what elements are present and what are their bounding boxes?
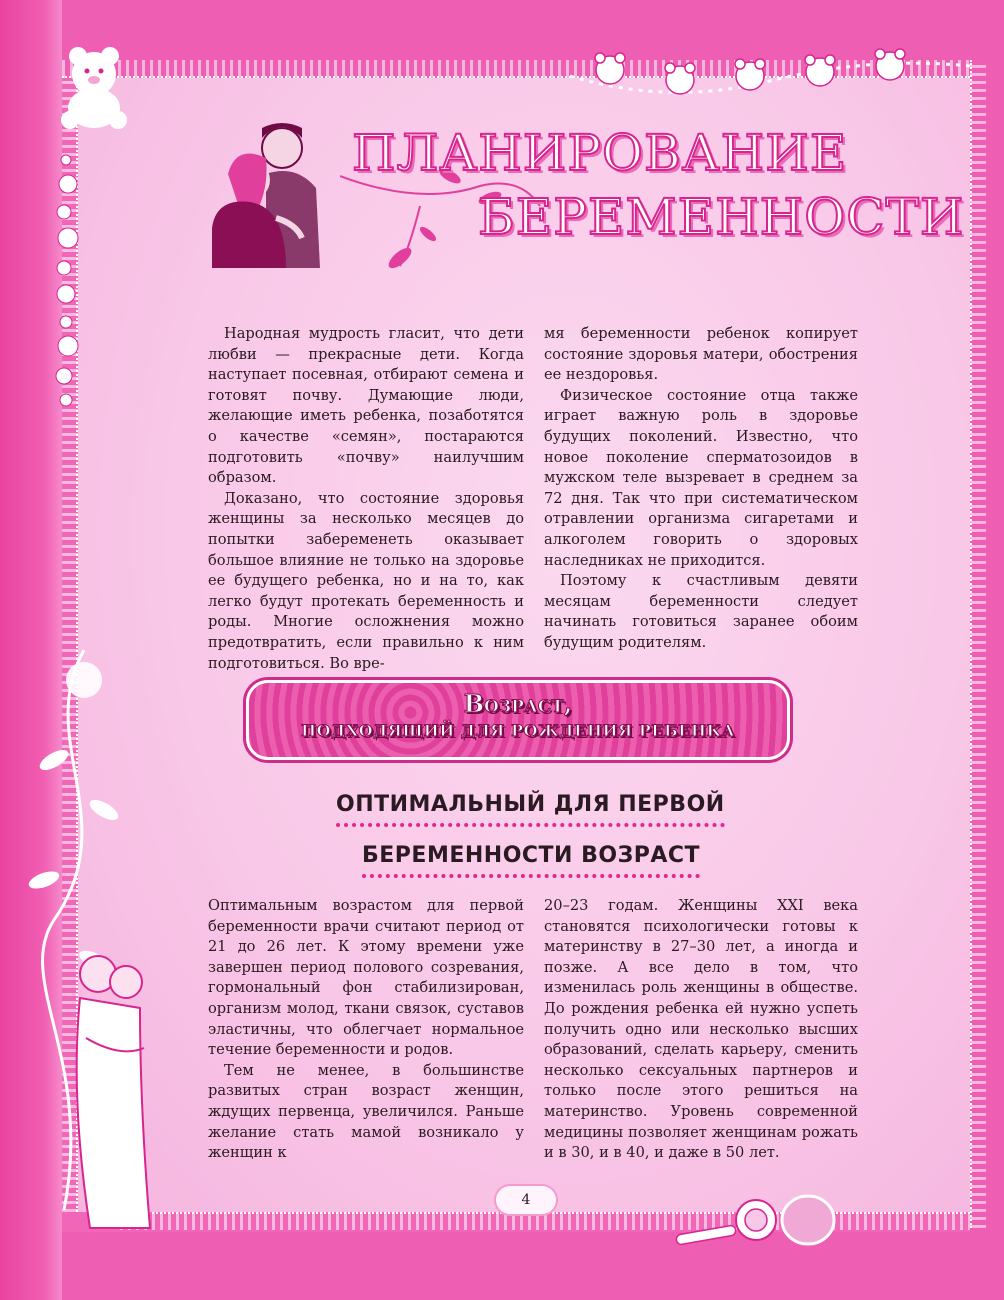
paragraph: Народная мудрость гласит, что дети любви — прекрасные дети. Когда наступает посевная, отбирают семена и готовят почву. Думающие люди, желающие иметь ребенка, позаботятся о качестве «семян», постараются подготовить «почву» наилучшим образом.: [208, 325, 524, 487]
banner-subheading: ПОДХОДЯЩИЙ ДЛЯ РОЖДЕНИЯ РЕБЕНКА: [300, 721, 736, 740]
paragraph: Поэтому к счастливым девяти месяцам беременности следует начинать готовиться заранее обоим будущим родителям.: [544, 572, 858, 651]
section-banner: [246, 680, 790, 760]
bottom-lace-border: [120, 1212, 970, 1230]
baby-rattle-icon: [670, 1190, 840, 1260]
paragraph: 20–23 годам. Женщины XXI века становятся психологически готовы к материнству в 27–30 лет, а иногда и позже. А все дело в том, что изменилась роль женщины в обществе. До рождения ребенка ей нужно успеть получить одно или несколько высших образований, сделать карьеру, сменить несколько сексуальных партнеров и только после этого решиться на материнство. Уровень современной медицины позволяет женщинам рожать и в 30, и в 40, и даже в 50 лет.: [544, 897, 858, 1162]
bottom-frame: [62, 1232, 1004, 1300]
page-number: 4: [496, 1186, 556, 1214]
paragraph: мя беременности ребенок копирует состояние здоровья матери, обострения ее нездоровья.: [544, 325, 858, 384]
bead-chain-icon: [42, 150, 90, 410]
page-title-line1: ПЛАНИРОВАНИЕ: [352, 124, 848, 182]
subheading-line2: БЕРЕМЕННОСТИ ВОЗРАСТ: [362, 843, 700, 878]
section-column-right: [544, 896, 858, 1164]
right-lace-border: [970, 60, 986, 1228]
paragraph: Тем не менее, в большинстве развитых стран возраст женщин, ждущих первенца, увеличился. Раньше желание стать мамой возникало у женщин к: [208, 1061, 524, 1162]
banner-heading: Возраст,: [463, 689, 573, 718]
couple-embrace-illustration: [206, 118, 324, 272]
paragraph: Оптимальным возрастом для первой беременности врачи считают период от 21 до 26 лет. К этому времени уже завершен период полового созревания, гормональный фон стабилизирован, организм молод, ткани связок, суставов эластичны, что облегчает нормальное течение беременности и родов.: [208, 897, 524, 1059]
section-column-left: [208, 896, 524, 1164]
teddy-bear-garland-icon: [570, 36, 970, 106]
teddy-bear-icon: [48, 44, 140, 130]
intro-column-left: [208, 324, 524, 674]
page-title-line2: БЕРЕМЕННОСТИ: [478, 188, 965, 246]
paragraph: Физическое состояние отца также играет важную роль в здоровье будущих поколений. Известно, что новое поколение сперматозоидов в мужском теле вызревает в среднем за 72 дня. Так что при систематическом отравлении организма сигаретами и алкоголем говорить о здоровых наследниках не приходится.: [544, 386, 858, 569]
couple-illustration: [40, 948, 160, 1232]
intro-column-right: [544, 324, 858, 654]
paragraph: Доказано, что состояние здоровья женщины за несколько месяцев до попытки забеременеть оказывает большое влияние не только на здоровье ее будущего ребенка, но и на то, как легко будут протекать беременность и роды. Многие осложнения можно предотвратить, если правильно к ним подготовиться. Во вре-: [208, 489, 524, 672]
subheading-line1: ОПТИМАЛЬНЫЙ ДЛЯ ПЕРВОЙ: [336, 792, 725, 827]
